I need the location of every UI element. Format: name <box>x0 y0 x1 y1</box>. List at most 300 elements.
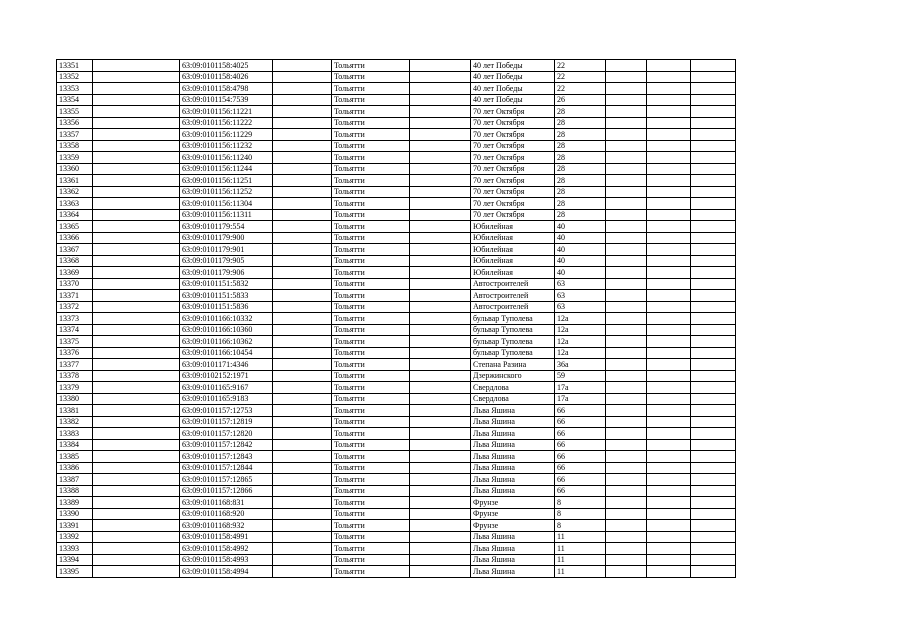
city-name: Тольятти <box>332 520 410 532</box>
empty-cell <box>691 221 736 233</box>
empty-cell <box>691 485 736 497</box>
house-number: 22 <box>555 60 606 72</box>
table-row <box>57 301 736 313</box>
empty-cell <box>273 221 332 233</box>
empty-cell <box>691 474 736 486</box>
empty-cell <box>647 163 691 175</box>
cadastral-number: 63:09:0101179:905 <box>180 255 273 267</box>
house-number: 22 <box>555 71 606 83</box>
empty-cell <box>273 520 332 532</box>
empty-cell <box>93 60 180 72</box>
street-name: Фрунзе <box>471 520 555 532</box>
empty-cell <box>691 71 736 83</box>
empty-cell <box>410 497 471 509</box>
empty-cell <box>647 336 691 348</box>
city-name: Тольятти <box>332 428 410 440</box>
cadastral-number: 63:09:0101156:11304 <box>180 198 273 210</box>
empty-cell <box>647 106 691 118</box>
city-name: Тольятти <box>332 336 410 348</box>
street-name: Льва Яшина <box>471 474 555 486</box>
empty-cell <box>93 347 180 359</box>
empty-cell <box>606 405 647 417</box>
empty-cell <box>606 359 647 371</box>
cadastral-number: 63:09:0101157:12820 <box>180 428 273 440</box>
street-name: Автостроителей <box>471 278 555 290</box>
record-number: 13392 <box>57 531 93 543</box>
empty-cell <box>273 497 332 509</box>
empty-cell <box>410 566 471 578</box>
empty-cell <box>647 359 691 371</box>
empty-cell <box>691 117 736 129</box>
table-row <box>57 163 736 175</box>
empty-cell <box>93 520 180 532</box>
table-row <box>57 140 736 152</box>
empty-cell <box>606 520 647 532</box>
empty-cell <box>691 347 736 359</box>
record-number: 13384 <box>57 439 93 451</box>
street-name: Дзержинского <box>471 370 555 382</box>
empty-cell <box>647 451 691 463</box>
street-name: Льва Яшина <box>471 554 555 566</box>
record-number: 13359 <box>57 152 93 164</box>
empty-cell <box>606 175 647 187</box>
cadastral-number: 63:09:0101158:4026 <box>180 71 273 83</box>
table-row <box>57 60 736 72</box>
house-number: 28 <box>555 129 606 141</box>
street-name: Юбилейная <box>471 244 555 256</box>
empty-cell <box>410 370 471 382</box>
record-number: 13393 <box>57 543 93 555</box>
empty-cell <box>410 83 471 95</box>
empty-cell <box>691 267 736 279</box>
cadastral-number: 63:09:0101179:906 <box>180 267 273 279</box>
record-number: 13381 <box>57 405 93 417</box>
street-name: бульвар Туполева <box>471 347 555 359</box>
table-row <box>57 186 736 198</box>
cadastral-number: 63:09:0101179:554 <box>180 221 273 233</box>
empty-cell <box>691 520 736 532</box>
empty-cell <box>93 451 180 463</box>
empty-cell <box>606 497 647 509</box>
empty-cell <box>606 232 647 244</box>
cadastral-number: 63:09:0101179:900 <box>180 232 273 244</box>
empty-cell <box>273 255 332 267</box>
empty-cell <box>691 301 736 313</box>
empty-cell <box>93 370 180 382</box>
record-number: 13388 <box>57 485 93 497</box>
cadastral-number: 63:09:0101166:10360 <box>180 324 273 336</box>
city-name: Тольятти <box>332 163 410 175</box>
record-number: 13373 <box>57 313 93 325</box>
cadastral-number: 63:09:0101165:9167 <box>180 382 273 394</box>
empty-cell <box>606 221 647 233</box>
city-name: Тольятти <box>332 485 410 497</box>
house-number: 8 <box>555 520 606 532</box>
house-number: 28 <box>555 106 606 118</box>
empty-cell <box>93 301 180 313</box>
empty-cell <box>606 152 647 164</box>
empty-cell <box>691 405 736 417</box>
house-number: 66 <box>555 474 606 486</box>
house-number: 66 <box>555 462 606 474</box>
empty-cell <box>691 543 736 555</box>
cadastral-number: 63:09:0101156:11251 <box>180 175 273 187</box>
empty-cell <box>93 336 180 348</box>
empty-cell <box>647 382 691 394</box>
table-row <box>57 347 736 359</box>
table-row <box>57 554 736 566</box>
table-row <box>57 520 736 532</box>
empty-cell <box>691 244 736 256</box>
city-name: Тольятти <box>332 508 410 520</box>
street-name: Свердлова <box>471 393 555 405</box>
cadastral-number: 63:09:0101157:12753 <box>180 405 273 417</box>
cadastral-number: 63:09:0101166:10454 <box>180 347 273 359</box>
street-name: Свердлова <box>471 382 555 394</box>
empty-cell <box>410 140 471 152</box>
empty-cell <box>647 140 691 152</box>
city-name: Тольятти <box>332 60 410 72</box>
empty-cell <box>606 83 647 95</box>
empty-cell <box>93 152 180 164</box>
empty-cell <box>273 370 332 382</box>
empty-cell <box>410 117 471 129</box>
table-row <box>57 221 736 233</box>
city-name: Тольятти <box>332 462 410 474</box>
empty-cell <box>93 106 180 118</box>
record-number: 13378 <box>57 370 93 382</box>
empty-cell <box>93 485 180 497</box>
empty-cell <box>93 186 180 198</box>
record-number: 13371 <box>57 290 93 302</box>
empty-cell <box>93 474 180 486</box>
empty-cell <box>606 474 647 486</box>
empty-cell <box>410 543 471 555</box>
empty-cell <box>273 439 332 451</box>
table-row <box>57 416 736 428</box>
empty-cell <box>273 485 332 497</box>
empty-cell <box>273 543 332 555</box>
street-name: 70 лет Октября <box>471 175 555 187</box>
empty-cell <box>647 129 691 141</box>
city-name: Тольятти <box>332 244 410 256</box>
record-number: 13370 <box>57 278 93 290</box>
empty-cell <box>647 428 691 440</box>
cadastral-number: 63:09:0101157:12842 <box>180 439 273 451</box>
empty-cell <box>93 428 180 440</box>
empty-cell <box>647 531 691 543</box>
empty-cell <box>691 393 736 405</box>
house-number: 66 <box>555 485 606 497</box>
empty-cell <box>691 359 736 371</box>
empty-cell <box>273 313 332 325</box>
empty-cell <box>647 209 691 221</box>
empty-cell <box>410 278 471 290</box>
street-name: Юбилейная <box>471 267 555 279</box>
empty-cell <box>410 71 471 83</box>
empty-cell <box>410 531 471 543</box>
empty-cell <box>647 94 691 106</box>
empty-cell <box>691 462 736 474</box>
empty-cell <box>691 324 736 336</box>
record-number: 13385 <box>57 451 93 463</box>
house-number: 40 <box>555 244 606 256</box>
empty-cell <box>691 106 736 118</box>
street-name: бульвар Туполева <box>471 313 555 325</box>
empty-cell <box>647 439 691 451</box>
city-name: Тольятти <box>332 117 410 129</box>
table-row <box>57 451 736 463</box>
empty-cell <box>691 416 736 428</box>
table-row <box>57 117 736 129</box>
record-number: 13362 <box>57 186 93 198</box>
table-row <box>57 290 736 302</box>
record-number: 13352 <box>57 71 93 83</box>
street-name: 70 лет Октября <box>471 198 555 210</box>
city-name: Тольятти <box>332 290 410 302</box>
empty-cell <box>410 152 471 164</box>
empty-cell <box>691 508 736 520</box>
empty-cell <box>647 175 691 187</box>
record-number: 13367 <box>57 244 93 256</box>
table-row <box>57 175 736 187</box>
house-number: 63 <box>555 301 606 313</box>
street-name: Фрунзе <box>471 508 555 520</box>
empty-cell <box>647 313 691 325</box>
empty-cell <box>691 255 736 267</box>
empty-cell <box>93 140 180 152</box>
street-name: Юбилейная <box>471 255 555 267</box>
record-number: 13389 <box>57 497 93 509</box>
house-number: 28 <box>555 175 606 187</box>
record-number: 13365 <box>57 221 93 233</box>
cadastral-number: 63:09:0101158:4991 <box>180 531 273 543</box>
empty-cell <box>273 152 332 164</box>
house-number: 63 <box>555 290 606 302</box>
empty-cell <box>273 186 332 198</box>
empty-cell <box>606 347 647 359</box>
record-number: 13380 <box>57 393 93 405</box>
city-name: Тольятти <box>332 232 410 244</box>
empty-cell <box>93 232 180 244</box>
table-row <box>57 474 736 486</box>
record-number: 13372 <box>57 301 93 313</box>
empty-cell <box>93 198 180 210</box>
house-number: 11 <box>555 543 606 555</box>
empty-cell <box>273 244 332 256</box>
cadastral-number: 63:09:0101157:12819 <box>180 416 273 428</box>
empty-cell <box>273 336 332 348</box>
record-number: 13354 <box>57 94 93 106</box>
cadastral-number: 63:09:0101151:5836 <box>180 301 273 313</box>
city-name: Тольятти <box>332 175 410 187</box>
empty-cell <box>273 324 332 336</box>
cadastral-number: 63:09:0101151:5833 <box>180 290 273 302</box>
table-row <box>57 439 736 451</box>
city-name: Тольятти <box>332 439 410 451</box>
street-name: 70 лет Октября <box>471 209 555 221</box>
empty-cell <box>647 554 691 566</box>
empty-cell <box>273 94 332 106</box>
street-name: Льва Яшина <box>471 531 555 543</box>
cadastral-number: 63:09:0101156:11252 <box>180 186 273 198</box>
empty-cell <box>410 439 471 451</box>
empty-cell <box>410 301 471 313</box>
table-row <box>57 336 736 348</box>
cadastral-number: 63:09:0101156:11311 <box>180 209 273 221</box>
cadastral-number: 63:09:0101156:11232 <box>180 140 273 152</box>
empty-cell <box>647 370 691 382</box>
empty-cell <box>606 267 647 279</box>
house-number: 11 <box>555 531 606 543</box>
record-number: 13386 <box>57 462 93 474</box>
cadastral-number: 63:09:0101154:7539 <box>180 94 273 106</box>
record-number: 13360 <box>57 163 93 175</box>
city-name: Тольятти <box>332 416 410 428</box>
city-name: Тольятти <box>332 94 410 106</box>
empty-cell <box>647 416 691 428</box>
empty-cell <box>410 324 471 336</box>
empty-cell <box>93 94 180 106</box>
cadastral-number: 63:09:0101158:4993 <box>180 554 273 566</box>
empty-cell <box>93 313 180 325</box>
cadastral-number: 63:09:0101171:4346 <box>180 359 273 371</box>
empty-cell <box>93 290 180 302</box>
empty-cell <box>606 531 647 543</box>
empty-cell <box>93 244 180 256</box>
street-name: 40 лет Победы <box>471 71 555 83</box>
street-name: Льва Яшина <box>471 566 555 578</box>
empty-cell <box>410 508 471 520</box>
city-name: Тольятти <box>332 543 410 555</box>
empty-cell <box>410 60 471 72</box>
empty-cell <box>606 324 647 336</box>
street-name: 70 лет Октября <box>471 129 555 141</box>
record-number: 13364 <box>57 209 93 221</box>
street-name: Степана Разина <box>471 359 555 371</box>
cadastral-number: 63:09:0101157:12844 <box>180 462 273 474</box>
record-number: 13394 <box>57 554 93 566</box>
street-name: Льва Яшина <box>471 485 555 497</box>
empty-cell <box>410 382 471 394</box>
empty-cell <box>410 359 471 371</box>
city-name: Тольятти <box>332 209 410 221</box>
empty-cell <box>691 198 736 210</box>
record-number: 13377 <box>57 359 93 371</box>
empty-cell <box>691 278 736 290</box>
empty-cell <box>93 416 180 428</box>
city-name: Тольятти <box>332 393 410 405</box>
street-name: 70 лет Октября <box>471 163 555 175</box>
empty-cell <box>410 209 471 221</box>
record-number: 13368 <box>57 255 93 267</box>
empty-cell <box>691 566 736 578</box>
street-name: Фрунзе <box>471 497 555 509</box>
empty-cell <box>410 428 471 440</box>
empty-cell <box>691 531 736 543</box>
house-number: 11 <box>555 566 606 578</box>
empty-cell <box>93 382 180 394</box>
empty-cell <box>93 209 180 221</box>
empty-cell <box>93 117 180 129</box>
house-number: 28 <box>555 163 606 175</box>
empty-cell <box>691 382 736 394</box>
empty-cell <box>647 485 691 497</box>
cadastral-number: 63:09:0101168:831 <box>180 497 273 509</box>
city-name: Тольятти <box>332 186 410 198</box>
house-number: 66 <box>555 405 606 417</box>
table-row <box>57 405 736 417</box>
house-number: 11 <box>555 554 606 566</box>
house-number: 40 <box>555 232 606 244</box>
empty-cell <box>647 301 691 313</box>
street-name: 70 лет Октября <box>471 152 555 164</box>
empty-cell <box>606 416 647 428</box>
street-name: Льва Яшина <box>471 543 555 555</box>
empty-cell <box>691 497 736 509</box>
empty-cell <box>273 140 332 152</box>
empty-cell <box>691 313 736 325</box>
empty-cell <box>606 451 647 463</box>
city-name: Тольятти <box>332 554 410 566</box>
table-row <box>57 106 736 118</box>
empty-cell <box>647 324 691 336</box>
empty-cell <box>691 209 736 221</box>
empty-cell <box>273 83 332 95</box>
empty-cell <box>647 244 691 256</box>
empty-cell <box>273 359 332 371</box>
street-name: Льва Яшина <box>471 416 555 428</box>
empty-cell <box>606 140 647 152</box>
empty-cell <box>410 416 471 428</box>
empty-cell <box>606 255 647 267</box>
house-number: 22 <box>555 83 606 95</box>
table-row <box>57 531 736 543</box>
table-row <box>57 71 736 83</box>
empty-cell <box>273 117 332 129</box>
empty-cell <box>273 129 332 141</box>
empty-cell <box>273 405 332 417</box>
table-row <box>57 543 736 555</box>
empty-cell <box>93 554 180 566</box>
city-name: Тольятти <box>332 370 410 382</box>
empty-cell <box>691 152 736 164</box>
house-number: 40 <box>555 221 606 233</box>
cadastral-number: 63:09:0101179:901 <box>180 244 273 256</box>
empty-cell <box>647 278 691 290</box>
house-number: 12а <box>555 313 606 325</box>
empty-cell <box>606 129 647 141</box>
record-number: 13361 <box>57 175 93 187</box>
empty-cell <box>691 370 736 382</box>
record-number: 13376 <box>57 347 93 359</box>
record-number: 13363 <box>57 198 93 210</box>
house-number: 17а <box>555 382 606 394</box>
register-rows <box>57 60 736 578</box>
empty-cell <box>273 267 332 279</box>
empty-cell <box>93 129 180 141</box>
empty-cell <box>647 508 691 520</box>
empty-cell <box>273 531 332 543</box>
empty-cell <box>273 232 332 244</box>
empty-cell <box>606 370 647 382</box>
cadastral-number: 63:09:0101158:4992 <box>180 543 273 555</box>
street-name: Автостроителей <box>471 290 555 302</box>
city-name: Тольятти <box>332 347 410 359</box>
register-table <box>56 59 736 578</box>
empty-cell <box>273 71 332 83</box>
empty-cell <box>273 428 332 440</box>
